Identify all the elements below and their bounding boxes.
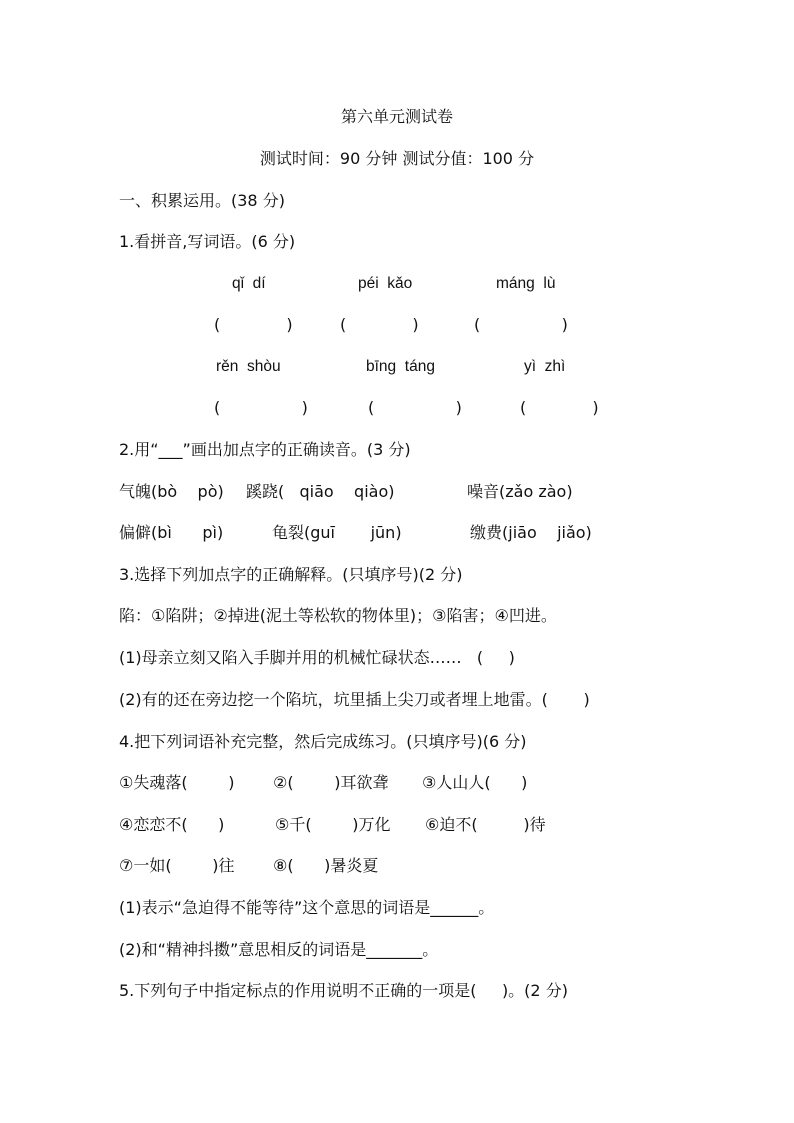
question-2-prompt: 2.用“___”画出加点字的正确读音。(3 分) bbox=[119, 440, 411, 459]
question-4-prompt: 4.把下列词语补充完整，然后完成练习。(只填序号)(6 分) bbox=[119, 732, 527, 751]
pinyin-item: yì zhì bbox=[524, 358, 566, 375]
page-title: 第六单元测试卷 bbox=[340, 107, 453, 126]
answer-blank[interactable]: ( ) bbox=[520, 398, 599, 417]
idiom-item: ①失魂落( ) bbox=[119, 773, 235, 792]
idiom-item: ⑧( )暑炎夏 bbox=[273, 856, 379, 875]
question-3-item-2: (2)有的还在旁边挖一个陷坑，坑里插上尖刀或者埋上地雷。( ) bbox=[119, 690, 590, 709]
pinyin-item: rěn shòu bbox=[216, 358, 281, 375]
reading-choice: 气魄(bò pò) bbox=[119, 482, 224, 501]
idiom-item: ⑥迫不( )待 bbox=[425, 815, 546, 834]
pinyin-item: péi kǎo bbox=[358, 275, 413, 292]
question-3-item-1: (1)母亲立刻又陷入手脚并用的机械忙碌状态…… ( ) bbox=[119, 648, 515, 667]
pinyin-item: qǐ dí bbox=[232, 275, 266, 292]
idiom-item: ⑤千( )万化 bbox=[275, 815, 391, 834]
answer-blank[interactable]: ( ) bbox=[214, 398, 308, 417]
reading-choice: 缴费(jiāo jiǎo) bbox=[470, 523, 592, 542]
reading-choice: 偏僻(bì pì) bbox=[119, 523, 224, 542]
pinyin-item: bīng táng bbox=[366, 358, 435, 375]
answer-blank[interactable]: ( ) bbox=[340, 315, 419, 334]
question-5-prompt: 5.下列句子中指定标点的作用说明不正确的一项是( )。(2 分) bbox=[119, 981, 568, 1000]
page-subtitle: 测试时间：90 分钟 测试分值：100 分 bbox=[259, 149, 535, 168]
answer-blank[interactable]: ( ) bbox=[214, 315, 293, 334]
pinyin-item: máng lù bbox=[496, 275, 556, 292]
idiom-item: ⑦一如( )往 bbox=[119, 856, 235, 875]
question-3-prompt: 3.选择下列加点字的正确解释。(只填序号)(2 分) bbox=[119, 565, 463, 584]
answer-blank[interactable]: ( ) bbox=[474, 315, 568, 334]
question-4-sub-2: (2)和“精神抖擞”意思相反的词语是_______。 bbox=[119, 940, 439, 959]
answer-blank[interactable]: ( ) bbox=[368, 398, 462, 417]
reading-choice: 龟裂(guī jūn) bbox=[272, 523, 402, 542]
reading-choice: 噪音(zǎo zào) bbox=[467, 482, 573, 501]
idiom-item: ③人山人( ) bbox=[422, 773, 528, 792]
reading-choice: 蹊跷( qiāo qiào) bbox=[246, 482, 395, 501]
question-1-prompt: 1.看拼音,写词语。(6 分) bbox=[119, 232, 296, 251]
question-4-sub-1: (1)表示“急迫得不能等待”这个意思的词语是______。 bbox=[119, 898, 495, 917]
section-heading: 一、积累运用。(38 分) bbox=[119, 191, 285, 210]
idiom-item: ④恋恋不( ) bbox=[119, 815, 225, 834]
definition-list: 陷：①陷阱；②掉进(泥土等松软的物体里)；③陷害；④凹进。 bbox=[119, 606, 557, 625]
idiom-item: ②( )耳欲聋 bbox=[273, 773, 389, 792]
